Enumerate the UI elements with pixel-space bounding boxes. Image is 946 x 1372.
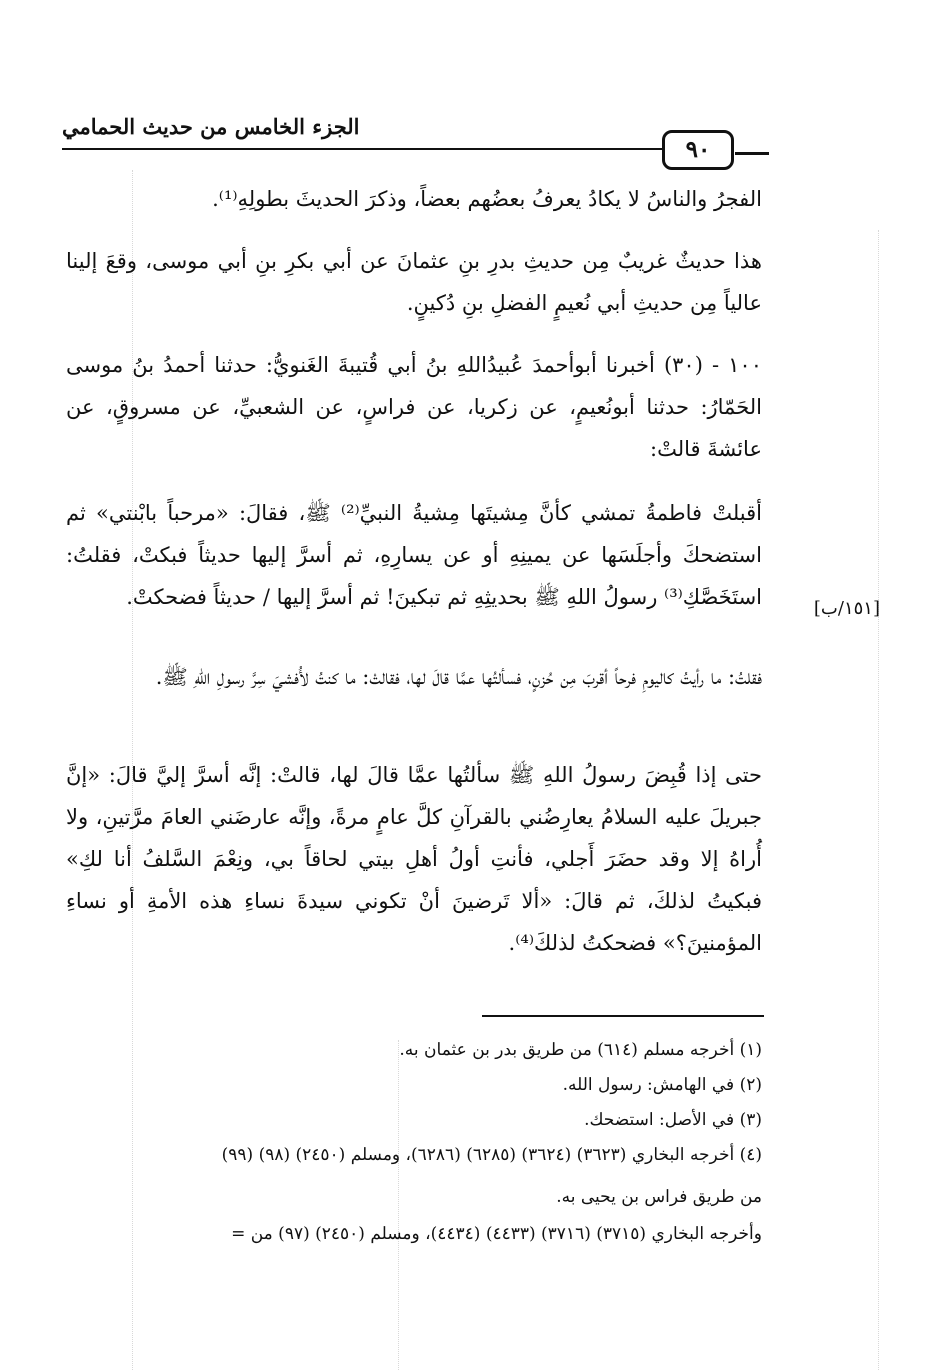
header-rule-right <box>735 152 769 155</box>
paragraph-grading: هذا حديثٌ غريبٌ مِن حديثِ بدرِ بنِ عثمانَ عن أبي بكرِ بنِ أبي موسى، وقعَ إلينا عالياً مِن حديثِ أبي نُعيمٍ الفضلِ بنِ دُكينٍ. <box>66 249 762 315</box>
paragraph-isnad: ١٠٠ - (٣٠) أخبرنا أبوأحمدَ عُبيدُاللهِ بنُ أبي قُتيبةَ الغَنويُّ: حدثنا أحمدُ بنُ موسى الحَمّارُ: حدثنا أبونُعيمٍ، عن زكريا، عن فراسٍ، عن الشعبيِّ، عن مسروقٍ، عن عائشةَ قالتْ: <box>66 353 762 461</box>
paragraph-matn-2: فقلتُ: ما رأيتُ كاليومِ فرحاً أقربَ مِن حُزنٍ، فسألتُها عمَّا قالَ لها، فقالتْ: ما كنتُ لأُفشيَ سِرَّ رسولِ اللهِ ﷺ. <box>155 665 762 689</box>
footnote-1: (١) أخرجه مسلم (٦١٤) من طريق بدر بن عثمان به. <box>399 1040 762 1060</box>
page-header <box>0 104 946 174</box>
footnote-2: (٢) في الهامش: رسول الله. <box>562 1075 762 1095</box>
manuscript-folio-ref: [١٥١/ب] <box>813 598 880 619</box>
paragraph-hadith-end: الفجرُ والناسُ لا يكادُ يعرفُ بعضُهم بعضاً، وذكرَ الحديثَ بطولِهِ⁽¹⁾. <box>212 187 762 211</box>
footnote-separator <box>482 1015 764 1017</box>
running-title: الجزء الخامس من حديث الحمامي <box>62 114 360 139</box>
paragraph-matn-1: أقبلتْ فاطمةُ تمشي كأنَّ مِشيتَها مِشيةُ النبيِّ⁽²⁾ ﷺ، فقالَ: «مرحباً بابْنتي» ثم استضحكَ وأجلَسَها عن يمينِهِ أو عن يسارِهِ، ثم أسرَّ إليها حديثاً فبكتْ، فقلتُ: استَخَصَّكِ⁽³⁾ رسولُ اللهِ ﷺ بحديثِهِ ثم تبكينَ! ثم أسرَّ إليها / حديثاً فضحكتْ. <box>66 501 762 609</box>
header-rule <box>62 148 662 150</box>
footnote-4: (٤) أخرجه البخاري (٣٦٢٣) (٣٦٢٤) (٦٢٨٥) (٦٢٨٦)، ومسلم (٢٤٥٠) (٩٨) (٩٩) <box>221 1145 762 1165</box>
footnote-4-continued: من طريق فراس بن يحيى به. <box>556 1187 762 1207</box>
paragraph-matn-3: حتى إذا قُبِضَ رسولُ اللهِ ﷺ سألتُها عمَّا قالَ لها، قالتْ: إنَّه أسرَّ إليَّ قالَ: «إنَّ جبريلَ عليه السلامُ يعارِضُني بالقرآنِ كلَّ عامٍ مرةً، وإنَّه عارضَني العامَ مرَّتينِ، ولا أُراهُ إلا وقد حضَرَ أَجلي، فأنتِ أولُ أهلِ بيتي لحاقاً بي، ونِعْمَ السَّلفُ أنا لكِ» فبكيتُ لذلكَ، ثم قالَ: «ألا تَرضينَ أنْ تكوني سيدةَ نساءِ هذه الأمةِ أو نساءِ المؤمنينَ؟» فضحكتُ لذلكَ⁽⁴⁾. <box>66 763 762 955</box>
footnote-4-continued-2: وأخرجه البخاري (٣٧١٥) (٣٧١٦) (٤٤٣٣) (٤٤٣٤)، ومسلم (٢٤٥٠) (٩٧) من = <box>231 1224 762 1244</box>
scan-guide-line <box>878 230 879 1370</box>
page-number: ٩٠ <box>662 130 734 170</box>
footnote-3: (٣) في الأصل: استضحك. <box>584 1110 762 1130</box>
